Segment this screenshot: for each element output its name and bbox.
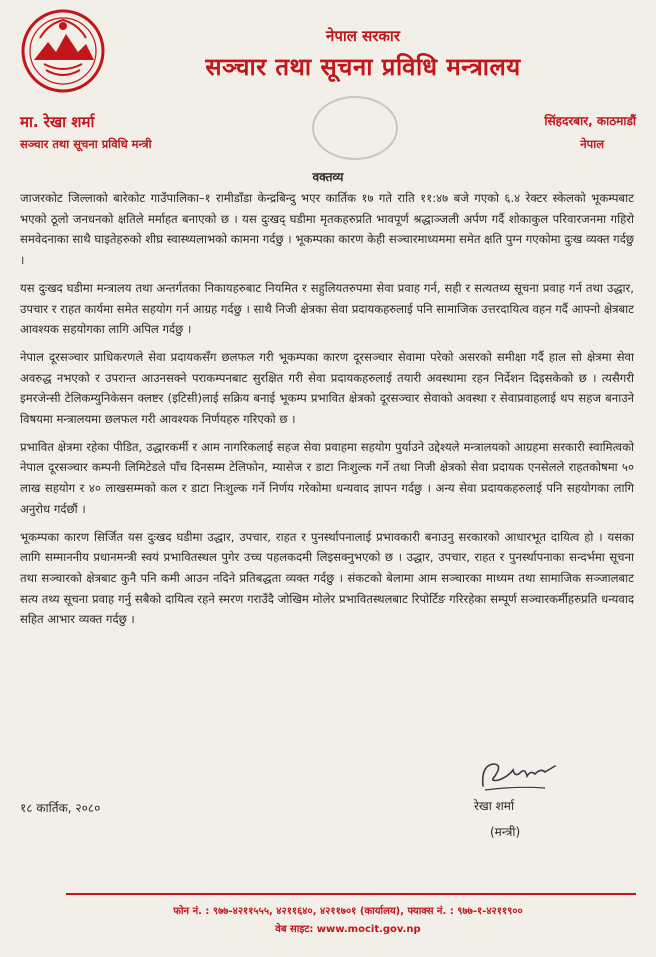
office-location: सिंहदरबार, काठमाडौं bbox=[544, 114, 636, 128]
minister-title: सञ्चार तथा सूचना प्रविधि मन्त्री bbox=[20, 137, 152, 151]
statement-paragraph: यस दुःखद घडीमा मन्त्रालय तथा अन्तर्गतका निकायहरुबाट नियमित र सहुलियतरुपमा सेवा प्रवाह गर्न, सही र सत्यतथ्य सूचना प्रवाह गर्न तथा उद्धार, उपचार र राहत कार्यमा समेत सहयोग गर्न आग्रह गर्दछु । साथै निजी क्षेत्रका सेवा प्रदायकहरुलाई पनि सामाजिक उत्तरदायित्व वहन गर्दै आफ्नो क्षेत्रबाट आवश्यक सहयोगका लागि अपिल गर्दछु । bbox=[20, 280, 634, 337]
statement-body bbox=[20, 188, 634, 637]
footer-contact: फोन नं. : ९७७-४२११५५५, ४२११६४०, ४२११७०१ (कार्यालय), फ्याक्स नं. : ९७७-१-४२११९०० bbox=[173, 906, 523, 917]
signatory-title: (मन्त्री) bbox=[490, 825, 521, 839]
ministry-name: सञ्चार तथा सूचना प्रविधि मन्त्रालय bbox=[205, 53, 521, 81]
minister-name: मा. रेखा शर्मा bbox=[20, 113, 95, 131]
statement-paragraph: नेपाल दूरसञ्चार प्राधिकरणले सेवा प्रदायकसँग छलफल गरी भूकम्पका कारण दूरसञ्चार सेवामा परेको असरको समीक्षा गर्दै हाल सो क्षेत्रमा सेवा अवरुद्ध नभएको र उपरान्त आउनसक्ने पराकम्पनबाट सुरक्षित गरी सेवा प्रदायकहरुलाई तयारी अवस्थामा रहन निर्देशन दिइसकेको छ । त्यसैगरी इमरजेन्सी टेलिकम्युनिकेसन क्लष्टर (इटिसी)लाई सक्रिय बनाई भूकम्प प्रभावित क्षेत्रको दूरसञ्चार सेवाको अवस्था र सेवाप्रवाहलाई थप सहज बनाउने विषयमा मन्त्रालयमा छलफल गरी आवश्यक निर्णयहरु गरिएको छ । bbox=[20, 349, 634, 427]
handwritten-signature bbox=[475, 756, 565, 796]
office-country: नेपाल bbox=[580, 137, 604, 151]
government-name: नेपाल सरकार bbox=[326, 27, 400, 45]
signatory-name: रेखा शर्मा bbox=[474, 799, 515, 813]
statement-paragraph: जाजरकोट जिल्लाको बारेकोट गाउँपालिका–१ रामीडाँडा केन्द्रबिन्दु भएर कार्तिक १७ गते राति ११:४७ बजे गएको ६.४ रेक्टर स्केलको भूकम्पबाट भएको ठूलो जनधनको क्षतिले मर्माहत बनाएको छ । यस दुःखद् घडीमा मृतकहरुप्रति भावपूर्ण श्रद्धाञ्जली अर्पण गर्दै शोकाकुल परिवारजनमा गहिरो समवेदनाका साथै घाइतेहरुको शीघ्र स्वास्थ्यलाभको कामना गर्दछु । भूकम्पका कारण केही सञ्चारमाध्यममा समेत क्षति पुग्न गएकोमा दुःख व्यक्त गर्दछु । bbox=[20, 191, 634, 268]
statement-paragraph: प्रभावित क्षेत्रमा रहेका पीडित, उद्धारकर्मी र आम नागरिकलाई सहज सेवा प्रवाहमा सहयोग पुर्याउने उद्देश्यले मन्त्रालयको आग्रहमा सरकारी स्वामित्वको नेपाल दूरसञ्चार कम्पनी लिमिटेडले पाँच दिनसम्म टेलिफोन, म्यासेज र डाटा निःशुल्क गर्ने तथा निजी क्षेत्रको सेवा प्रदायक एनसेलले राहतकोषमा ५० लाख सहयोग र ४० लाखसम्मको कल र डाटा निःशुल्क गर्ने निर्णय गरेकोमा धन्यवाद ज्ञापन गर्दछु । अन्य सेवा प्रदायकहरुलाई पनि सहयोगका लागि अनुरोध गर्दछौं । bbox=[20, 439, 634, 516]
footer-website[interactable]: वेब साइट: www.mocit.gov.np bbox=[275, 924, 421, 935]
office-stamp bbox=[312, 96, 398, 160]
statement-date: १८ कार्तिक, २०८० bbox=[20, 801, 101, 815]
statement-paragraph: भूकम्पका कारण सिर्जित यस दुःखद घडीमा उद्धार, उपचार, राहत र पुनर्स्थापनालाई प्रभावकारी बनाउनु सरकारको आधारभूत दायित्व हो । यसका लागि सम्माननीय प्रधानमन्त्री स्वयं प्रभावितस्थल पुगेर उच्च पहलकदमी लिइसक्नुभएको छ । उद्धार, उपचार, राहत र पुनर्स्थापनाका सन्दर्भमा सूचना तथा सञ्चारको क्षेत्रबाट कुनै पनि कमी आउन नदिने प्रतिबद्धता व्यक्त गर्दछु । संकटको बेलामा आम सञ्चारका माध्यम तथा सामाजिक सञ्जालबाट सत्य तथ्य सूचना प्रवाह गर्नु सबैको दायित्व रहने स्मरण गराउँदै जोखिम मोलेर प्रभावितस्थलबाट रिपोर्टिङ गरिरहेका सम्पूर्ण सञ्चारकर्मीहरुप्रति धन्यवाद सहित आभार व्यक्त गर्दछु । bbox=[20, 529, 634, 627]
footer-divider bbox=[66, 893, 636, 895]
statement-heading: वक्तव्य bbox=[312, 170, 344, 184]
